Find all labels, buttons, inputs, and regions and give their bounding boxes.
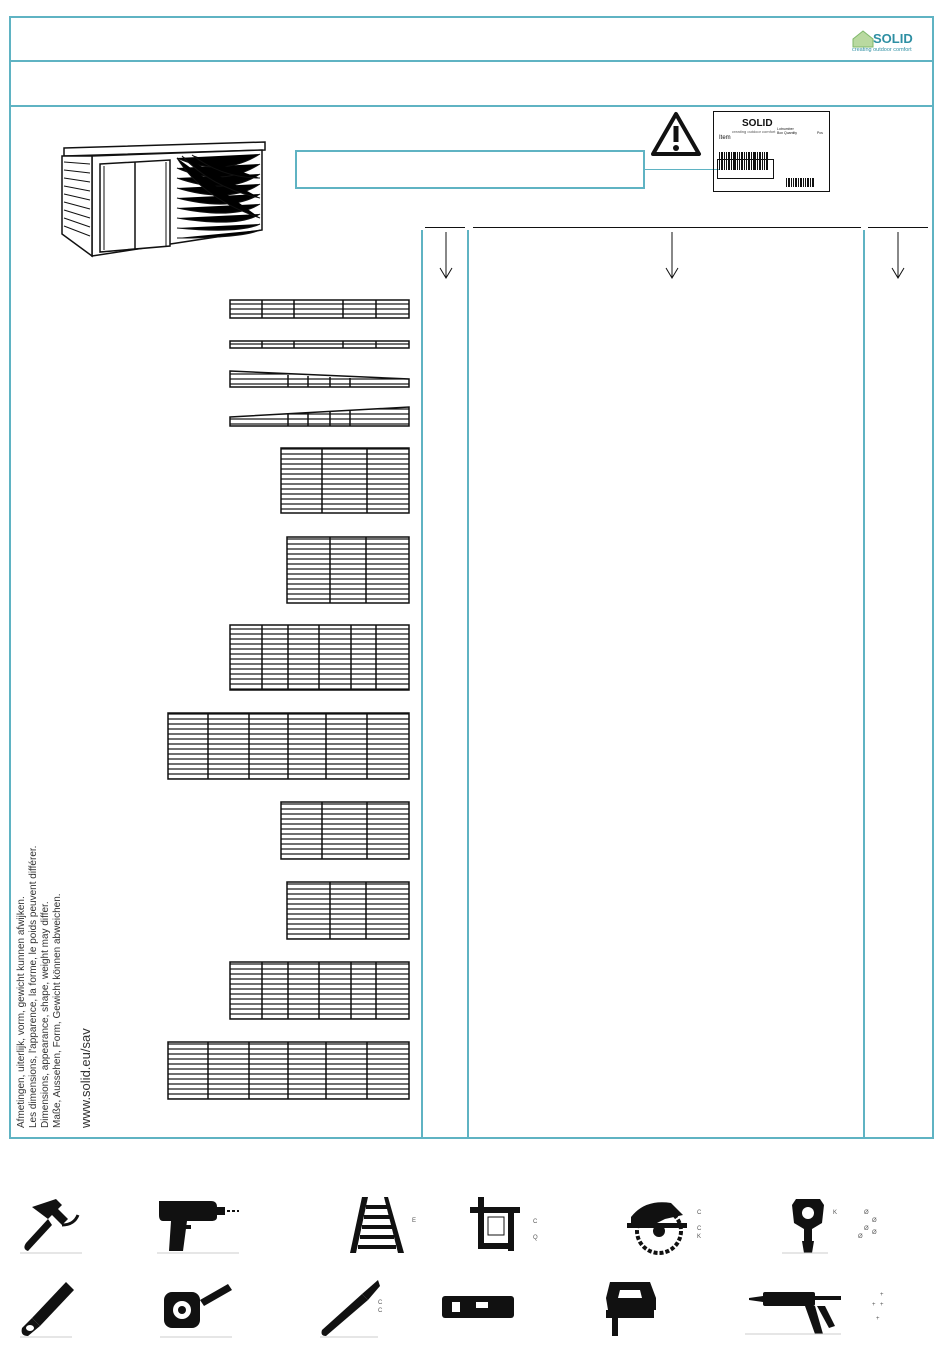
caulking-gun-icon (745, 1278, 845, 1338)
part-wall-panel-5 (281, 802, 409, 859)
column-header-line-3 (868, 227, 928, 228)
sticker-line2: Box Quantity (777, 131, 798, 135)
hand-saw-icon (18, 1278, 74, 1338)
column-divider-3 (863, 230, 865, 1138)
part-wall-panel-4 (168, 713, 409, 779)
sticker-logo-tagline: creating outdoor comfort (732, 129, 776, 134)
warning-icon (650, 110, 702, 158)
parts-list-drawings (160, 295, 415, 1105)
product-title-box (295, 150, 645, 189)
saw-mark-3: K (697, 1234, 702, 1240)
bit-mark-2: Ø (864, 1210, 869, 1216)
disclaimer-fr: Les dimensions, l'apparence, la forme, le poids peuvent différer. (28, 845, 39, 1128)
header-divider-1 (9, 60, 934, 62)
sticker-logo-text: SOLID (742, 118, 773, 129)
gun-mark-2: + (880, 1302, 884, 1308)
disclaimer-url: www.solid.eu/sav (78, 1028, 93, 1128)
sticker-line1: Lotnumber (777, 127, 794, 131)
barcode-highlight (717, 159, 774, 179)
part-wall-panel-6 (287, 882, 409, 939)
house-logo-icon (852, 30, 874, 48)
part-wall-panel-7 (230, 962, 409, 1019)
hole-saw-bit-icon (778, 1195, 834, 1257)
column-header-line-2 (473, 227, 861, 228)
knife-mark-2: C (378, 1308, 383, 1314)
part-beam-thin (230, 341, 409, 348)
drill-icon (155, 1195, 241, 1255)
hammer-icon (18, 1195, 84, 1255)
arrow-down-icon (438, 232, 454, 280)
disclaimer-de: Maße, Aussehen, Form, Gewicht können abweichen. (52, 893, 63, 1128)
barcode-2 (786, 178, 814, 187)
solid-logo (852, 28, 930, 54)
gun-mark-1: + (880, 1292, 884, 1298)
bit-mark-5: Ø (858, 1234, 863, 1240)
part-tapered-beam-2 (230, 407, 409, 426)
jigsaw-icon (600, 1278, 662, 1340)
column-header-line-1 (425, 227, 465, 228)
connector-line (645, 169, 720, 170)
tape-measure-icon (158, 1278, 234, 1338)
circular-saw-icon (625, 1195, 691, 1257)
bit-mark-6: Ø (872, 1230, 877, 1236)
knife-mark-1: C (378, 1300, 383, 1306)
column-divider-2 (467, 230, 469, 1138)
part-tapered-beam-1 (230, 371, 409, 387)
square-mark-1: C (533, 1219, 538, 1225)
gun-mark-3: + (872, 1302, 876, 1308)
sticker-item-label: Item (719, 135, 731, 141)
box-label-sticker (713, 111, 830, 192)
square-mark-2: Q (533, 1235, 538, 1241)
part-beam-long (230, 300, 409, 318)
spirit-level-icon (440, 1290, 516, 1324)
bit-mark-3: Ø (872, 1218, 877, 1224)
saw-mark-2: C (697, 1226, 702, 1232)
logo-tagline: creating outdoor comfort (852, 47, 912, 53)
part-wall-panel-3 (230, 625, 409, 690)
ladder-icon (348, 1195, 406, 1255)
gun-mark-4: + (876, 1316, 880, 1322)
sticker-pcs: Pcs (817, 131, 823, 135)
bit-mark-1: K (833, 1210, 838, 1216)
column-divider-1 (421, 230, 423, 1138)
ladder-mark: E (412, 1218, 417, 1224)
disclaimer-nl: Afmetingen, uiterlijk, vorm, gewicht kunnen afwijken. (16, 896, 27, 1128)
square-ruler-icon (468, 1195, 524, 1255)
utility-knife-icon (318, 1278, 383, 1338)
arrow-down-icon (664, 232, 680, 280)
shed-illustration (52, 138, 277, 263)
header-divider-2 (9, 105, 934, 107)
part-wall-panel-1 (281, 448, 409, 513)
disclaimer-en: Dimensions, appearance, shape, weight may differ. (40, 901, 51, 1128)
saw-mark-1: C (697, 1210, 702, 1216)
bit-mark-4: Ø (864, 1226, 869, 1232)
logo-text: SOLID (873, 31, 913, 46)
part-wall-panel-8 (168, 1042, 409, 1099)
part-wall-panel-2 (287, 537, 409, 603)
arrow-down-icon (890, 232, 906, 280)
